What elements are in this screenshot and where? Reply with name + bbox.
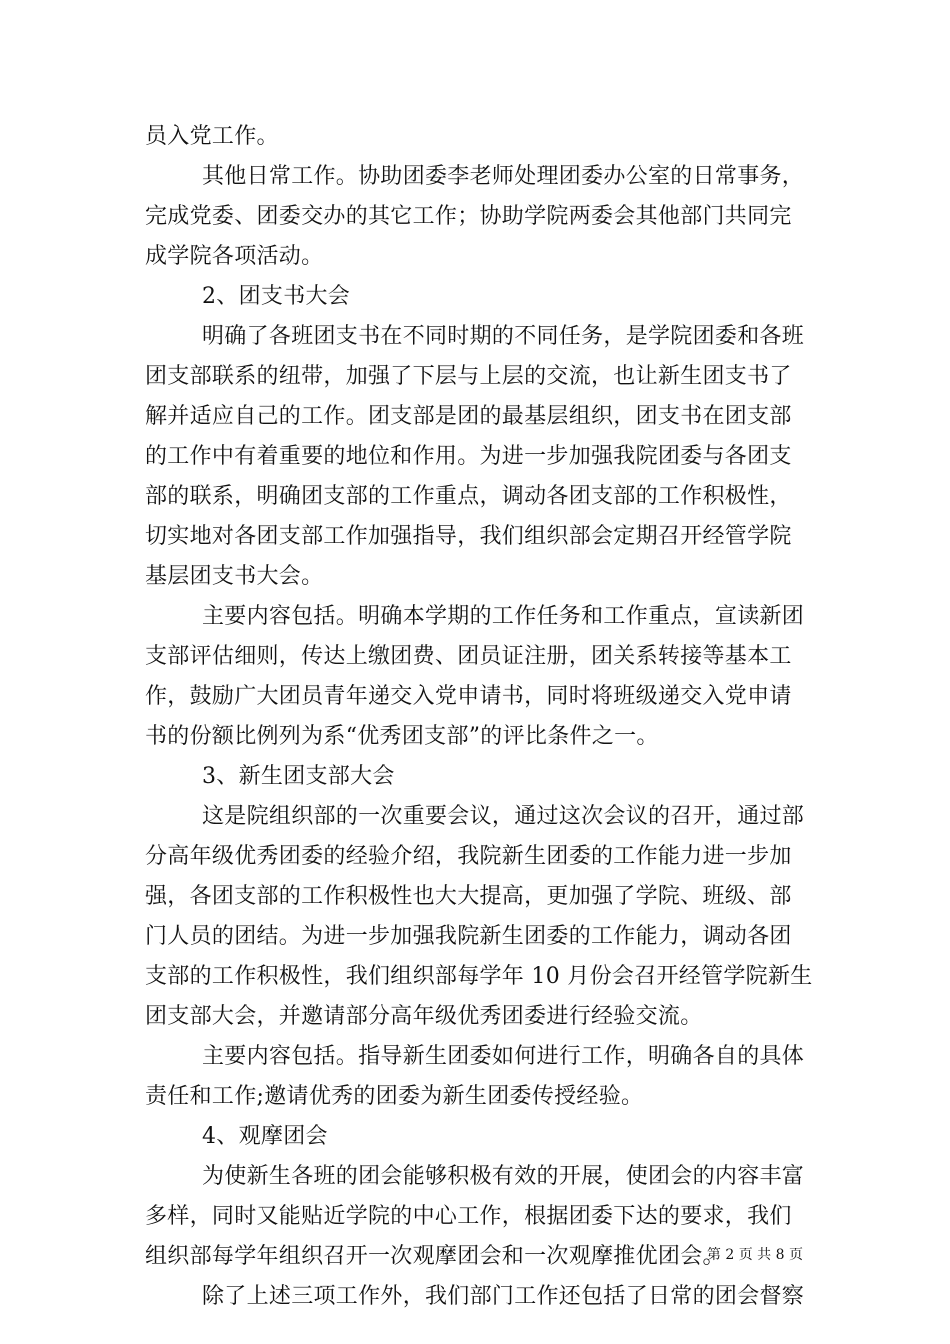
paragraph-start: 为使新生各班的团会能够积极有效的开展，使团会的内容丰富 <box>202 1164 805 1189</box>
text-line: 门人员的团结。为进一步加强我院新生团委的工作能力，调动各团 <box>145 924 792 949</box>
paragraph-start: 除了上述三项工作外，我们部门工作还包括了日常的团会督察 <box>202 1284 805 1309</box>
paragraph-start: 明确了各班团支书在不同时期的不同任务，是学院团委和各班 <box>202 324 805 349</box>
paragraph-start: 主要内容包括。指导新生团委如何进行工作，明确各自的具体 <box>202 1044 805 1069</box>
text-line: 多样，同时又能贴近学院的中心工作，根据团委下达的要求，我们 <box>145 1204 792 1229</box>
text-line: 成学院各项活动。 <box>145 244 324 269</box>
text-line: 团支部联系的纽带，加强了下层与上层的交流，也让新生团支书了 <box>145 364 792 389</box>
text-line: 作，鼓励广大团员青年递交入党申请书，同时将班级递交入党申请 <box>145 684 792 709</box>
text-line: 支部评估细则，传达上缴团费、团员证注册，团关系转接等基本工 <box>145 644 792 669</box>
text-line: 强，各团支部的工作积极性也大大提高，更加强了学院、班级、部 <box>145 884 792 909</box>
text-line: 书的份额比例列为系“优秀团支部”的评比条件之一。 <box>145 724 659 749</box>
text-line: 解并适应自己的工作。团支部是团的最基层组织，团支书在团支部 <box>145 404 792 429</box>
document-body <box>145 117 813 1317</box>
text-line: 责任和工作;邀请优秀的团委为新生团委传授经验。 <box>145 1084 644 1109</box>
text-line: 支部的工作积极性，我们组织部每学年 10 月份会召开经管学院新生 <box>145 964 813 989</box>
text-line: 分高年级优秀团委的经验介绍，我院新生团委的工作能力进一步加 <box>145 844 792 869</box>
paragraph-start: 其他日常工作。协助团委李老师处理团委办公室的日常事务， <box>202 164 805 189</box>
paragraph-start: 这是院组织部的一次重要会议，通过这次会议的召开，通过部 <box>202 804 805 829</box>
text-line: 员入党工作。 <box>145 124 279 149</box>
page-number-footer: 第 2 页 共 8 页 <box>706 1247 803 1263</box>
text-line: 切实地对各团支部工作加强指导，我们组织部会定期召开经管学院 <box>145 524 792 549</box>
paragraph-start: 主要内容包括。明确本学期的工作任务和工作重点，宣读新团 <box>202 604 805 629</box>
text-line: 基层团支书大会。 <box>145 564 324 589</box>
section-heading: 4、观摩团会 <box>202 1124 328 1149</box>
section-heading: 2、团支书大会 <box>202 284 351 309</box>
text-line: 的工作中有着重要的地位和作用。为进一步加强我院团委与各团支 <box>145 444 792 469</box>
text-line: 组织部每学年组织召开一次观摩团会和一次观摩推优团会。 <box>145 1244 725 1269</box>
text-line: 部的联系，明确团支部的工作重点，调动各团支部的工作积极性， <box>145 484 792 509</box>
section-heading: 3、新生团支部大会 <box>202 764 395 789</box>
text-line: 团支部大会，并邀请部分高年级优秀团委进行经验交流。 <box>145 1004 703 1029</box>
text-line: 完成党委、团委交办的其它工作；协助学院两委会其他部门共同完 <box>145 204 792 229</box>
